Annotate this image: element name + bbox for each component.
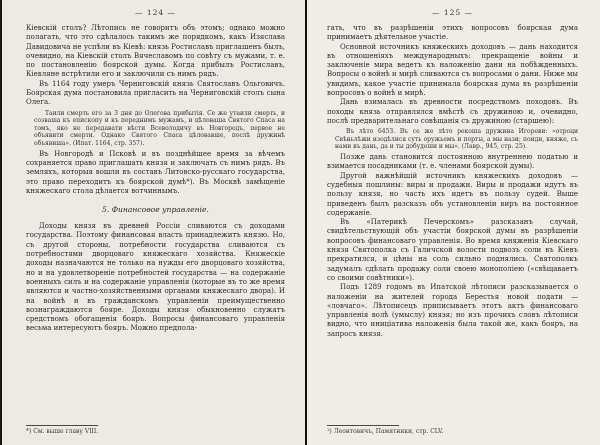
footnote-area [26,422,285,436]
paragraph: гать, что въ разрѣшеніи этихъ вопросовъ боярская дума принимаетъ дѣятельное участіе. [327,24,578,42]
paragraph: Позже дань становится постоянною внутреннею податью и взимается посадниками (т. е. членами боярской думы). [327,153,578,171]
paragraph: Подъ 1289 годомъ въ Ипатской лѣтописи разсказывается о наложеніи на жителей города Берестья новой подати — «ловчаго». Лѣтописецъ приписываетъ этотъ актъ финансоваго управленія волѣ (умыслу) князя; но изъ прочихъ словъ лѣтописи видно, что иниціатива наложенія была такой же, какъ бояръ, на запросъ князя. [327,283,578,338]
paragraph: Дань взималась въ древности посредствомъ походовъ. Въ походы князь отправлялся вмѣстѣ съ дружиною и, очевидно, послѣ предварительнаго совѣщанія съ дружиною (старшею): [327,98,578,125]
section-heading: 5. Финансовое управленіе. [102,205,209,215]
paragraph: Доходы князя въ древней Россіи сливаются съ доходами государства. Поэтому финансовая власть принадлежитъ князю. Но, съ другой стороны, потребности государства сливаются съ потребностями дворцоваго княжескаго хозяйства. Княжескіе доходы назначаются не только на нужды его дворцоваго хозяйства, но и на удовлетвореніе потребностей государства — на содержаніе военныхъ силъ и на содержаніе управленія (которые въ то же время являются и частно-хозяйственными органами княжескаго двора). И на войнѣ и въ гражданскомъ управленіи преимущественно вознаграждаются бояре. Доходы князя обыкновенно служатъ средствомъ обогащенія бояръ. Вопросы финансоваго управленія весьма интересуютъ бояръ. Можно предпола- [26,222,285,333]
left-page-number: — 124 — [134,8,177,17]
paragraph: Другой важнѣйшій источникъ княжескихъ доходовъ — судебныя пошлины: виры и продажи. Виры и продажи идутъ въ пользу князя, но часть ихъ идетъ въ пользу судей. Выше приведенъ былъ разсказъ объ установленіи виръ на постоянное содержаніе. [327,171,578,217]
footnote-area [327,422,578,436]
footnote-separator [327,425,399,426]
quotation-petit: Въ лѣто 6453. Въ се же лѣто рекоша дружина Игореви: «отроци Свѣньлѣжи изодѣлися суть оружьемъ и порты, а мы нази; поиди, княже, съ нами въ дань, да и ты добудеши и мы». (Лавр., 945, стр. 25). [335,128,578,151]
quotation-petit: Таили смерть его за 3 дня до Олегова прибытія. Се же утаили смерть, и созваша къ епископу и къ переднимъ мужамъ, и цѣловаша Святого Спаса на томъ, яко не передавати вѣсти Всеволодичу въ Новгородъ, первое не объявити смерти. Однако Святого Спаса цѣловавше, послѣ дружинѣ объявиша». (Ипат. 1164, стр. 357). [34,109,285,148]
paragraph: Въ Новгородѣ и Псковѣ и въ позднѣйшее время за вѣчемъ сохраняется право приглашать князя и заключать съ нимъ рядъ. Въ земляхъ, которыя вошли въ составъ Литовско-русскаго государства, это право переходитъ къ боярской думѣ*). Въ Москвѣ замѣщеніе княжескаго стола дѣлается вотчиннымъ. [26,149,285,195]
paragraph: Основной источникъ княжескихъ доходовъ — дань находится въ отношеніяхъ международныхъ: прекращеніе войны и заключеніе мира ведетъ къ наложенію дани на побѣжденныхъ. Вопросы о войнѣ и мирѣ сливаются съ вопросами о дани. Ниже мы увидимъ, какое участіе принимала боярская дума въ разрѣшеніи вопросовъ о войнѣ и мирѣ. [327,42,578,98]
right-page-number: — 125 — [431,8,474,17]
paragraph: Кіевскій столъ? Лѣтопись не говоритъ объ этомъ; однако можно полагать, что это сдѣлалось такимъ же порядкомъ, какъ Изяслава Давидовича не успѣли въ Кіевѣ: князь Ростиславъ приглашенъ былъ, очевидно, на Кіевскій столъ Вячеславомъ по совѣту съ мужами, т. е. по постановленію боярской думы. Когда прибылъ Ростиславъ, Кіевляне встрѣтили его и заключили съ нимъ рядъ. [26,24,285,79]
footnote-separator [26,425,98,426]
footnote: ¹) Леонтовичъ, Памятники, стр. CLV. [327,427,444,435]
right-page [305,0,600,445]
paragraph: Въ 1164 году умеръ Черниговскій князь Святославъ Ольговичъ. Боярская дума постановила пригласить на Черниговскій столъ сына Олега. [26,79,285,107]
paragraph: Въ «Патерикѣ Печерскомъ» разсказанъ случай, свидѣтельствующій объ участіи боярской думы въ разрѣшеніи вопросовъ финансоваго управленія. Во время княженія Кіевскаго князя Святополка съ Галичской волости подвозъ соли въ Кіевъ прекратился, и цѣны на соль сильно поднялись. Святополкъ задумалъ сдѣлать продажу соли своею монополіею («свѣщаваетъ со своими совѣтники»). [327,218,578,282]
footnote: *) См. выше главу VIII. [26,427,99,435]
